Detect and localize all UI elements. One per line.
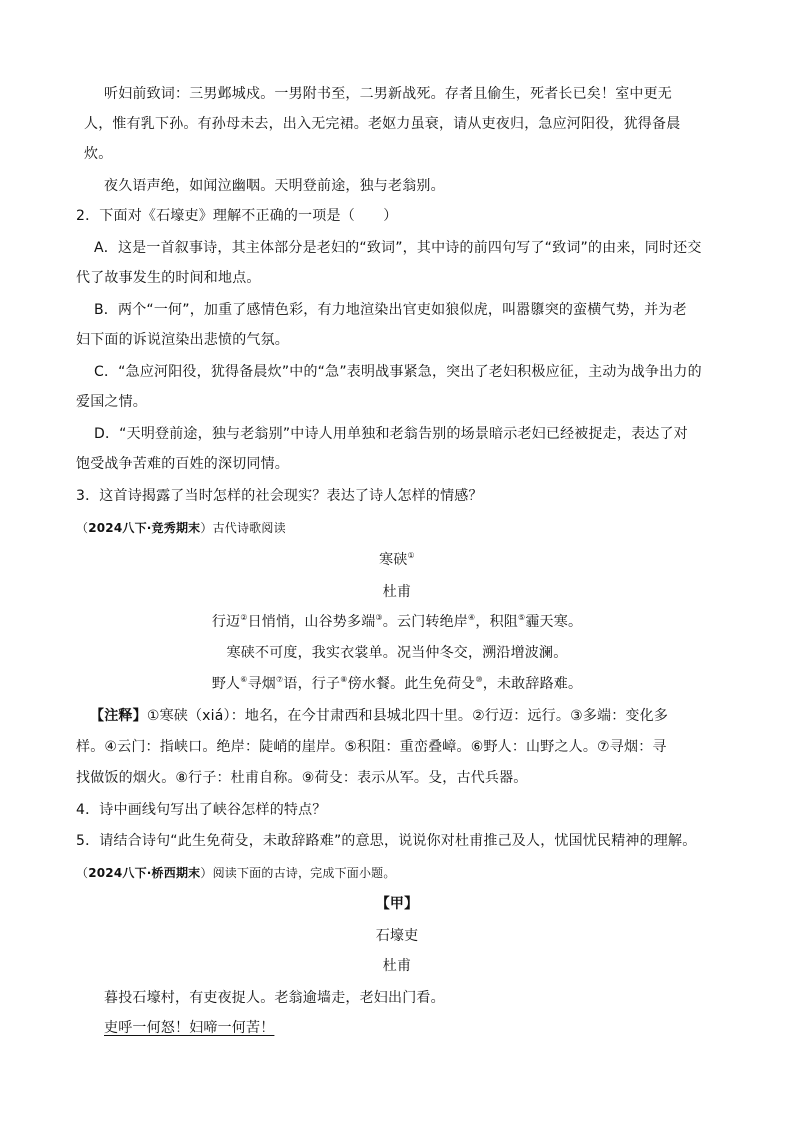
passage-line-1: 听妇前致词：三男邺城戍。一男附书至，二男新战死。存者且偷生，死者长已矣！室中更无 bbox=[104, 86, 672, 102]
footnote-marker: ⑩ bbox=[475, 675, 483, 684]
poem-title-2: 石壕吏 bbox=[375, 928, 419, 944]
footnote-marker: ⑦ bbox=[276, 675, 284, 684]
source-suffix: ）阅读下面的古诗，完成下面小题。 bbox=[200, 866, 396, 880]
source-open-paren: （ bbox=[76, 866, 89, 880]
poem-title-text: 寒硖 bbox=[379, 552, 408, 568]
footnote-marker: ⑧ bbox=[340, 675, 348, 684]
option-c-line-1: C．“急应河阳役，犹得备晨炊”中的“急”表明战事紧急，突出了老妇积极应征，主动为战争出力的 bbox=[94, 364, 702, 380]
notes-line-2: 样。④云门：指峡口。绝岸：陡峭的崖岸。⑤积阻：重峦叠嶂。⑥野人：山野之人。⑦寻烟：寻 bbox=[76, 739, 667, 755]
verse-text: 语，行子 bbox=[283, 676, 341, 692]
question-3-stem: 3．这首诗揭露了当时怎样的社会现实？表达了诗人怎样的情感？ bbox=[76, 488, 483, 504]
question-5-stem: 5．请结合诗句“此生免荷殳，未敢辞路难”的意思，说说你对杜甫推己及人，忧国忧民精神的理解。 bbox=[76, 833, 697, 849]
notes-text: ①寒硖（xiá）：地名，在今甘肃西和县城北四十里。②行迈：远行。③多端：变化多 bbox=[146, 708, 669, 724]
source-tag: 2024八下·桥西期末 bbox=[88, 866, 201, 880]
option-c-line-2: 爱国之情。 bbox=[76, 394, 147, 410]
notes-line-1 bbox=[90, 706, 668, 726]
verse-text: 野人 bbox=[211, 676, 241, 692]
option-a-line-1: A．这是一首叙事诗，其主体部分是老妇的“致词”，其中诗的前四句写了“致词”的由来，同时还交 bbox=[94, 240, 702, 256]
passage-line-3: 炊。 bbox=[84, 146, 113, 162]
poem-author-2: 杜甫 bbox=[382, 958, 412, 974]
source-suffix: ）古代诗歌阅读 bbox=[200, 521, 286, 535]
option-b-line-2: 妇下面的诉说渲染出悲愤的气氛。 bbox=[76, 332, 289, 348]
verse-text: ，未敢辞路难。 bbox=[482, 676, 583, 692]
option-b-line-1: B．两个“一何”，加重了感情色彩，有力地渲染出官吏如狼似虎，叫嚣隳突的蛮横气势，并为老 bbox=[94, 302, 687, 318]
poem-verse-1 bbox=[0, 612, 794, 632]
verse-text: 霾天寒。 bbox=[525, 614, 583, 630]
section-3-source bbox=[76, 863, 396, 883]
verse-text: 寻烟 bbox=[247, 676, 277, 692]
verse-text: 。云门转绝岸 bbox=[382, 614, 468, 630]
poem-verse-3 bbox=[0, 674, 794, 694]
verse-text: 日悄悄，山谷势多端 bbox=[247, 614, 376, 630]
passage-line-4: 夜久语声绝，如闻泣幽咽。天明登前途，独与老翁别。 bbox=[104, 178, 445, 194]
source-open-paren: （ bbox=[76, 521, 89, 535]
footnote-marker: ⑥ bbox=[240, 675, 248, 684]
question-2-stem: 2．下面对《石壕吏》理解不正确的一项是（ ） bbox=[76, 208, 398, 224]
source-tag: 2024八下·竞秀期末 bbox=[88, 521, 201, 535]
verse-text: 傍水餐。此生免荷殳 bbox=[347, 676, 476, 692]
footnote-marker: ⑤ bbox=[517, 613, 526, 622]
section-2-source bbox=[76, 518, 286, 538]
passage-line-2: 人，惟有乳下孙。有孙母未去，出入无完裙。老妪力虽衰，请从吏夜归，急应河阳役，犹得备晨 bbox=[84, 116, 681, 132]
verse-text: 行迈 bbox=[211, 614, 241, 630]
poem-2-line-2: 吏呼一何怒！妇啼一何苦！ bbox=[104, 1020, 275, 1036]
option-d-line-1: D．“天明登前途，独与老翁别”中诗人用单独和老翁告别的场景暗示老妇已经被捉走，表达了对 bbox=[94, 426, 688, 442]
notes-label: 【注释】 bbox=[90, 708, 147, 724]
poem-verse-2: 寒硖不可度，我实衣裳单。况当仲冬交，溯沿增波澜。 bbox=[226, 645, 568, 661]
passage-label-jia: 【甲】 bbox=[375, 896, 419, 912]
notes-line-3: 找做饭的烟火。⑧行子：杜甫自称。⑨荷殳：表示从军。殳，古代兵器。 bbox=[76, 770, 528, 786]
footnote-marker: ④ bbox=[468, 613, 476, 622]
question-4-stem: 4．诗中画线句写出了峡谷怎样的特点？ bbox=[76, 802, 327, 818]
footnote-marker: ① bbox=[407, 551, 415, 560]
footnote-marker: ② bbox=[240, 613, 248, 622]
option-a-line-2: 代了故事发生的时间和地点。 bbox=[76, 270, 261, 286]
poem-title bbox=[0, 550, 794, 570]
verse-text: ，积阻 bbox=[475, 614, 518, 630]
footnote-marker: ③ bbox=[375, 613, 383, 622]
option-d-line-2: 饱受战争苦难的百姓的深切同情。 bbox=[76, 456, 289, 472]
poem-author: 杜甫 bbox=[382, 584, 412, 600]
poem-2-line-1: 暮投石壕村，有吏夜捉人。老翁逾墙走，老妇出门看。 bbox=[104, 990, 445, 1006]
